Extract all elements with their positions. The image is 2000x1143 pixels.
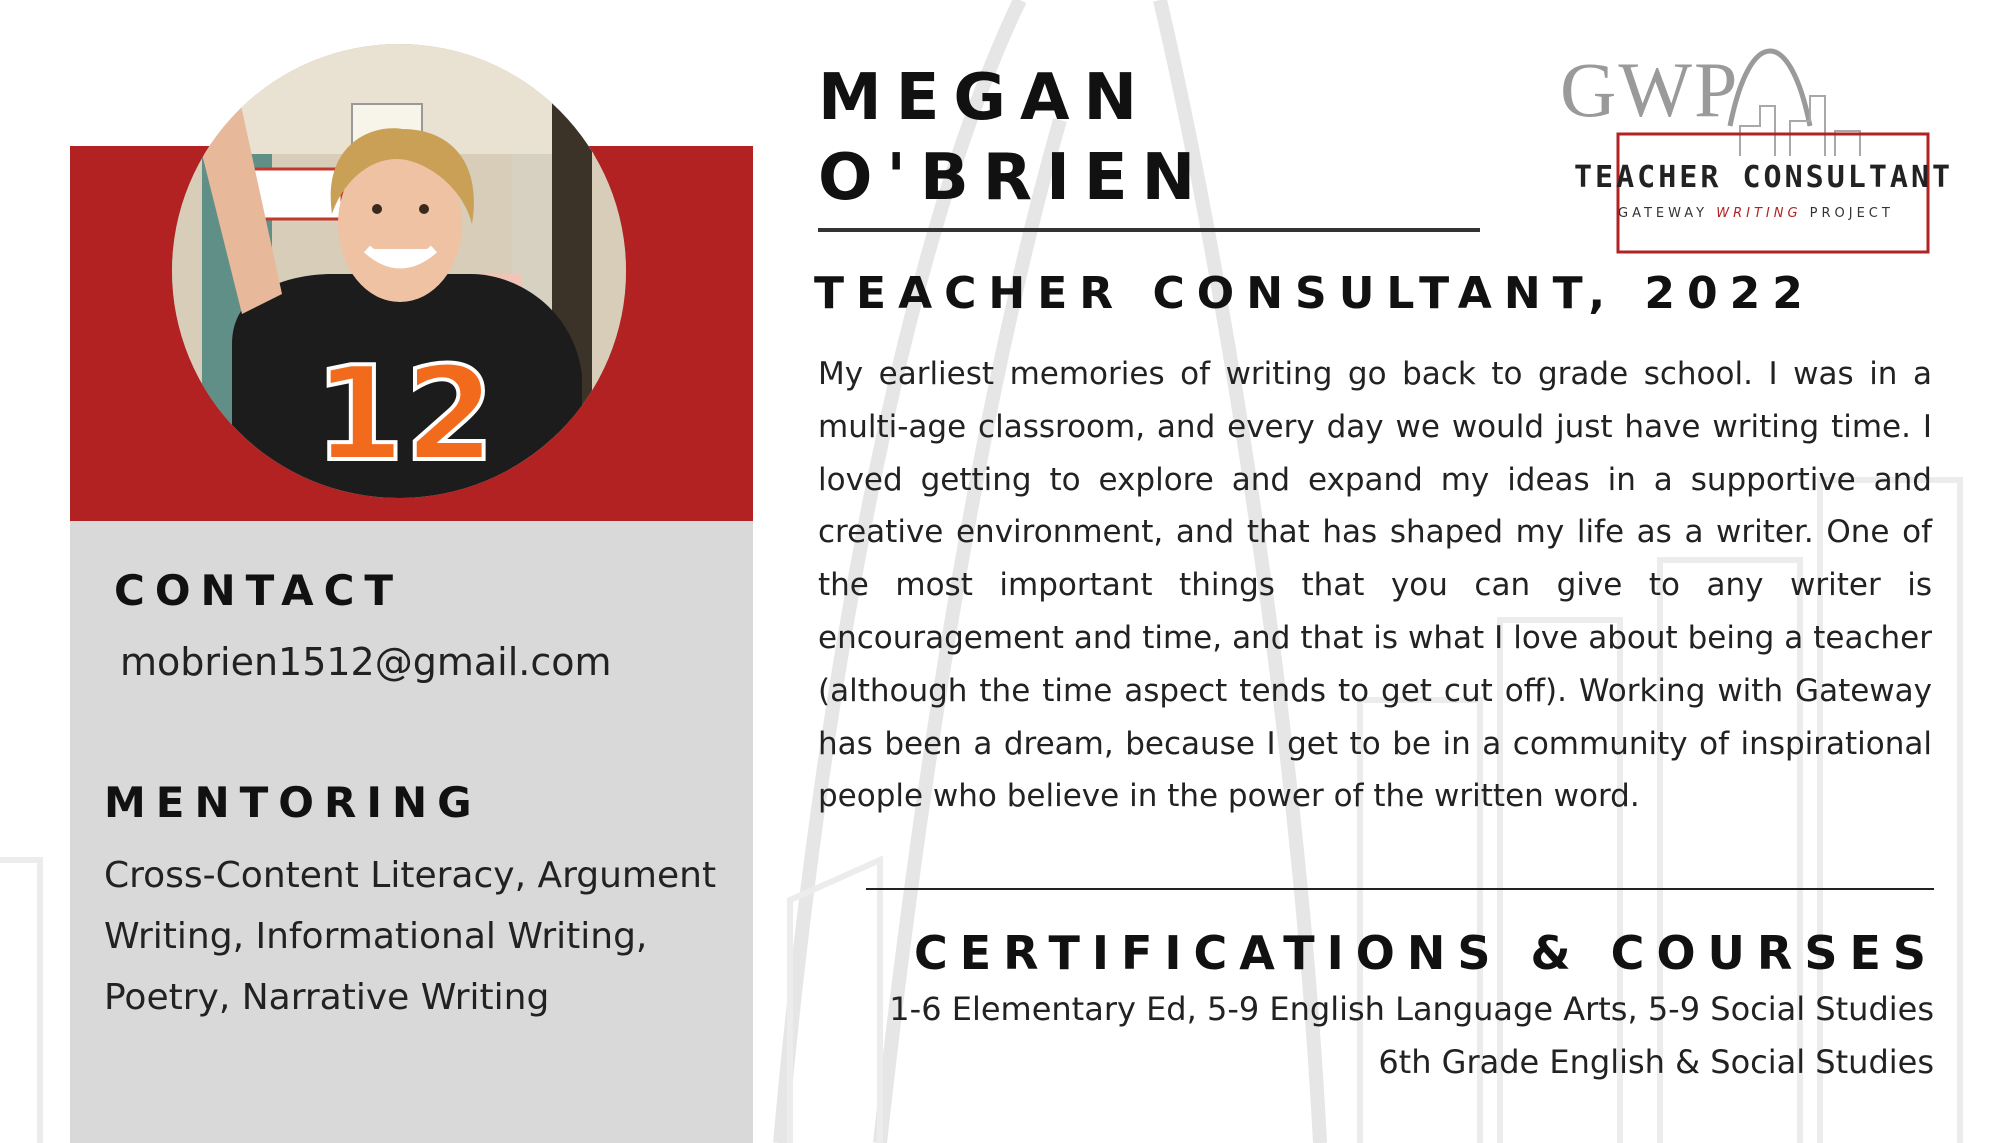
certifications-line-2: 6th Grade English & Social Studies bbox=[1378, 1043, 1934, 1081]
person-name bbox=[818, 58, 1209, 218]
logo-subtitle-highlight: WRITING bbox=[1716, 206, 1802, 221]
bio-divider bbox=[866, 888, 1934, 890]
profile-photo bbox=[172, 44, 626, 498]
person-last-name: O'BRIEN bbox=[818, 141, 1210, 215]
mentoring-areas: Cross-Content Literacy, Argument Writing, Informational Writing, Poetry, Narrative Writing bbox=[104, 855, 717, 1018]
contact-email[interactable]: mobrien1512@gmail.com bbox=[120, 640, 612, 684]
logo-subtitle-part-2: PROJECT bbox=[1801, 206, 1894, 221]
logo-subtitle bbox=[1618, 206, 1894, 221]
svg-text:12: 12 bbox=[314, 338, 495, 490]
contact-heading: CONTACT bbox=[114, 566, 404, 615]
logo-title: TEACHER CONSULTANT bbox=[1574, 160, 1954, 195]
certifications-line-1: 1-6 Elementary Ed, 5-9 English Language Arts, 5-9 Social Studies bbox=[889, 990, 1934, 1028]
gwp-logo bbox=[1560, 36, 1940, 256]
profile-photo-illustration bbox=[172, 44, 626, 498]
biography-text: My earliest memories of writing go back to grade school. I was in a multi-age classroom, and every day we would just have writing time. I loved getting to explore and expand my ideas in a supportive and creative environment, and that has shaped my life as a writer. One of the most important things that you can give to any writer is encouragement and time, and that is what I love about being a teacher (although the time aspect tends to get cut off). Working with Gateway has been a dream, because I get to be in a community of inspirational people who believe in the power of the written word. bbox=[818, 356, 1932, 815]
name-divider bbox=[818, 228, 1480, 232]
gwp-logo-mark: GWP bbox=[1560, 46, 1740, 133]
mentoring-heading: MENTORING bbox=[104, 778, 482, 827]
person-first-name: MEGAN bbox=[818, 61, 1152, 135]
role-title: TEACHER CONSULTANT, 2022 bbox=[814, 268, 1815, 319]
certifications-heading: CERTIFICATIONS & COURSES bbox=[913, 926, 1938, 980]
logo-subtitle-part-1: GATEWAY bbox=[1618, 206, 1717, 221]
